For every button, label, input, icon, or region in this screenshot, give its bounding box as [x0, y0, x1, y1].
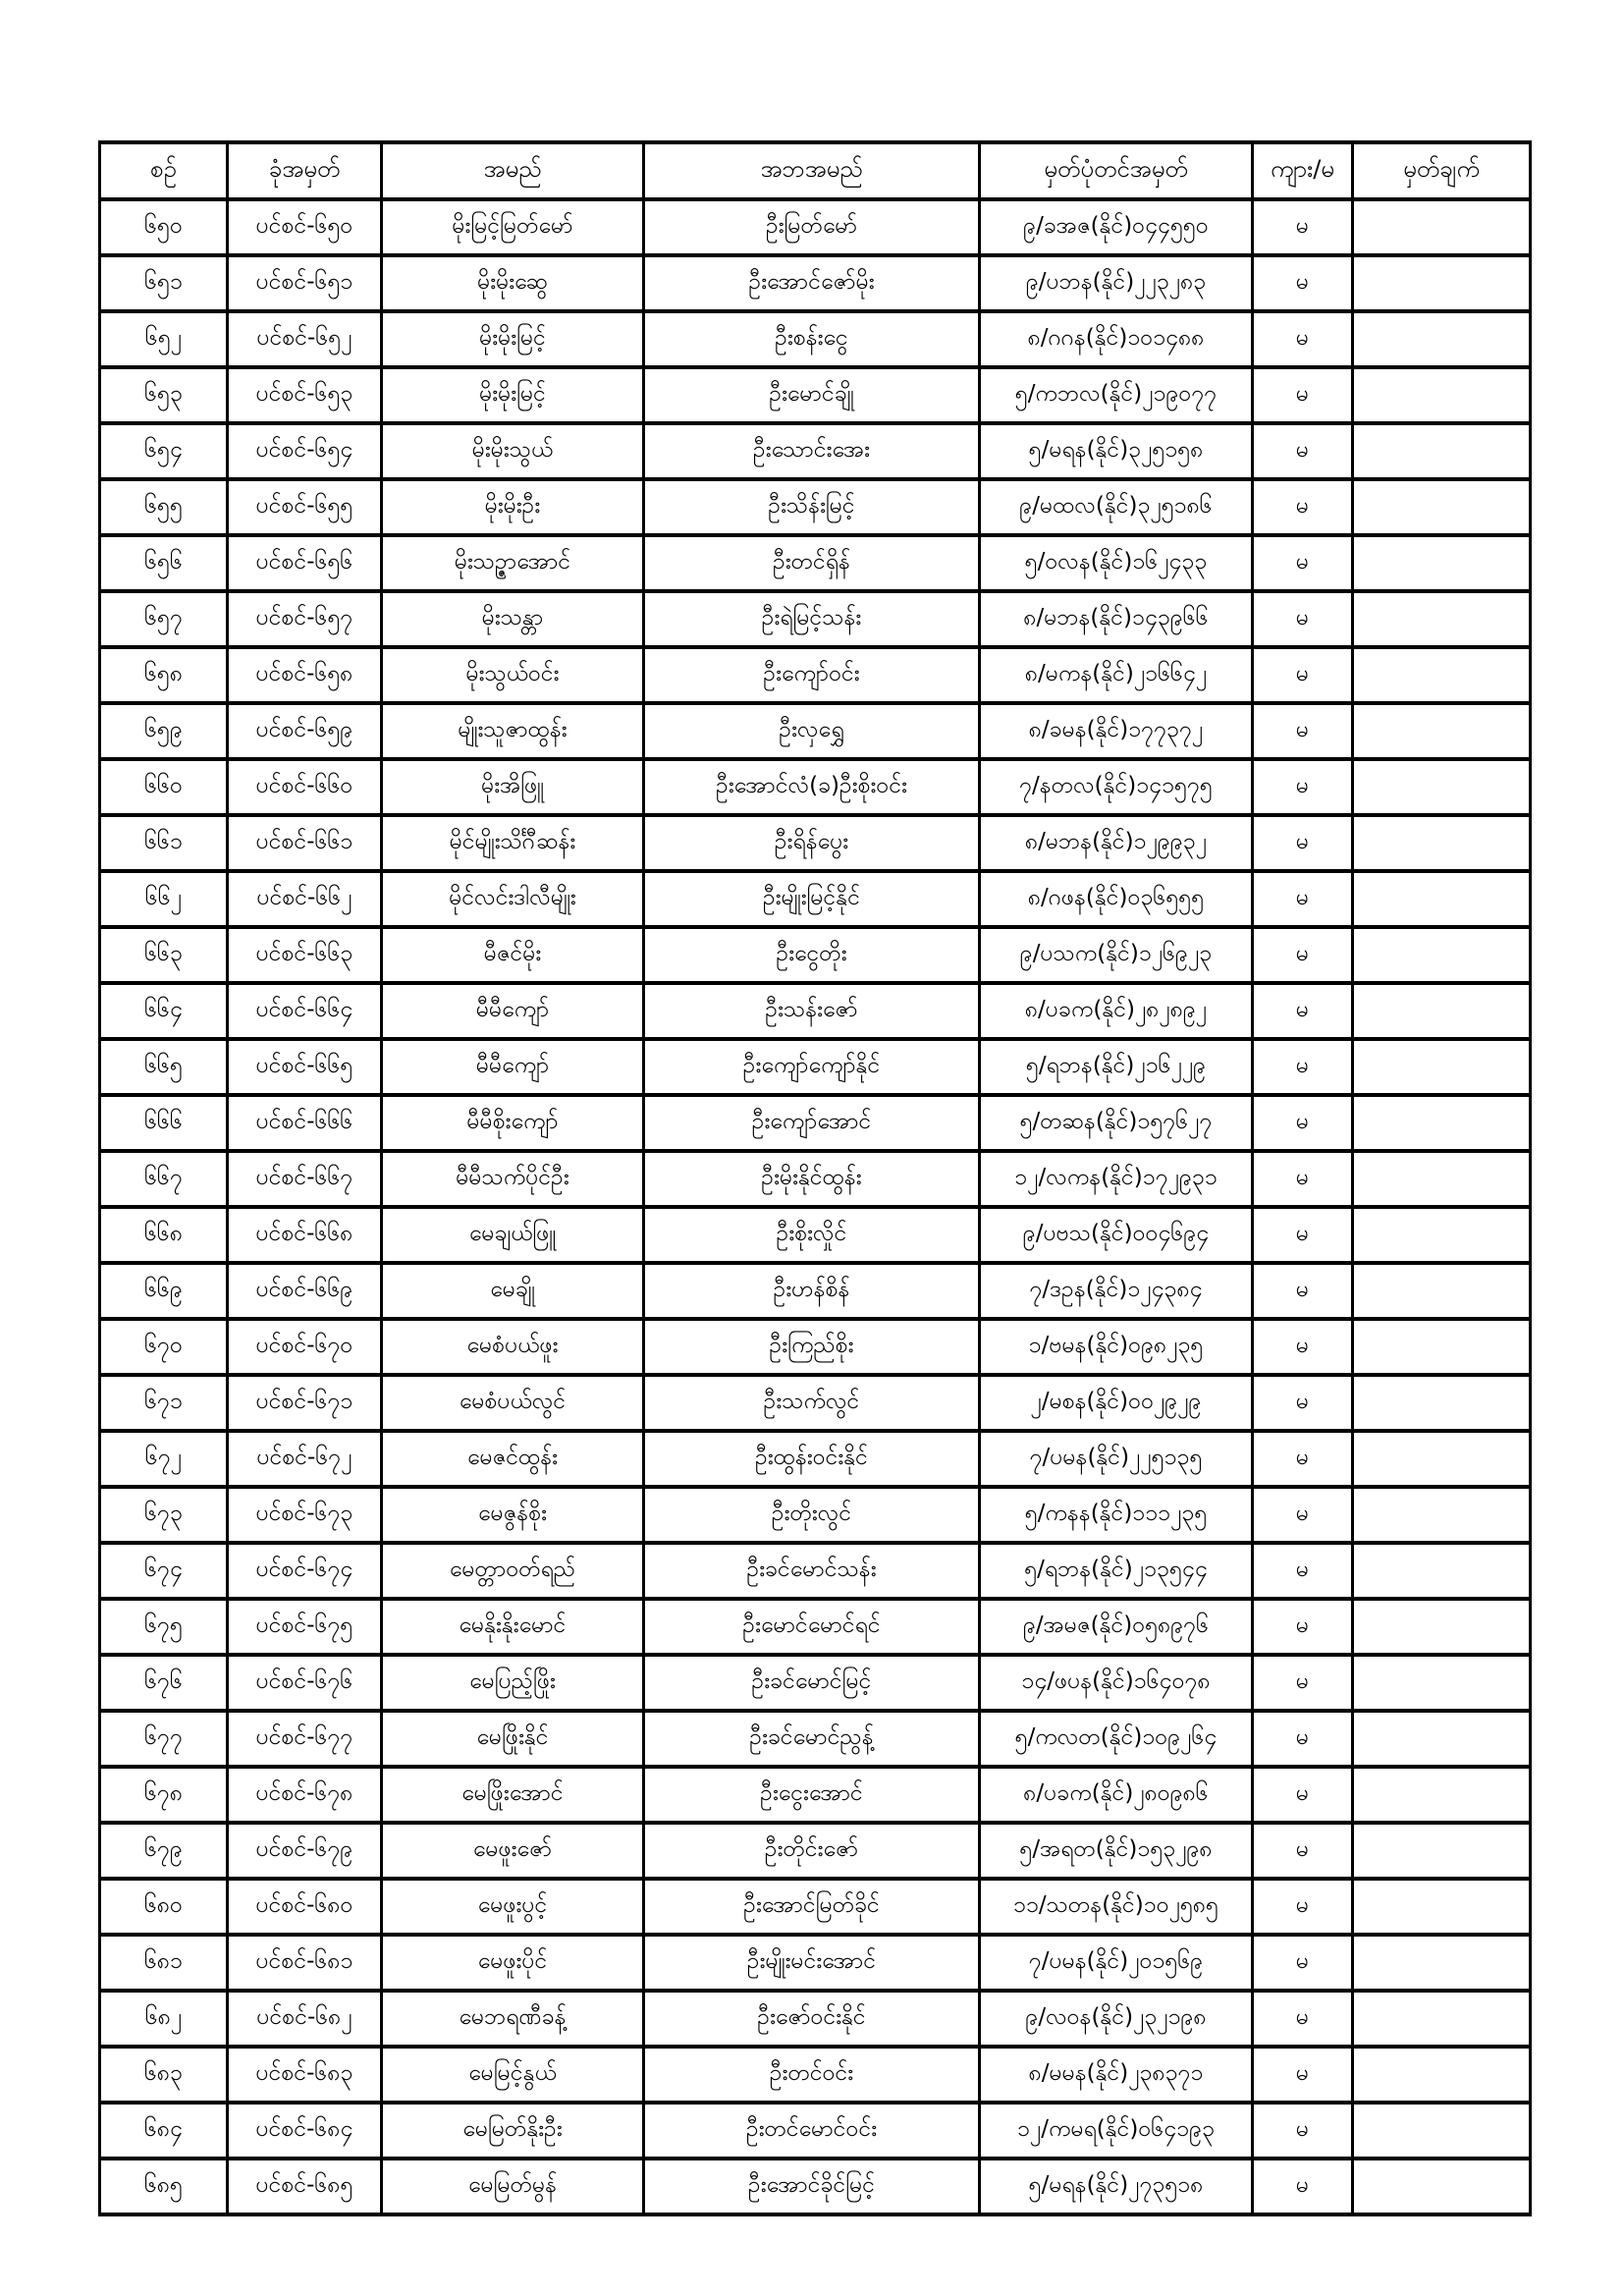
table-row: [100, 367, 1531, 423]
cell-name: မေဖူးပိုင်: [382, 1935, 644, 1991]
cell-nrc-number: ၈/ဂဖန(နိုင်)၀၃၆၅၅၅: [980, 871, 1253, 927]
cell-serial: ၆၆၂: [100, 871, 228, 927]
cell-remark: [1353, 1655, 1531, 1711]
table-row: [100, 2159, 1531, 2214]
cell-gender: မ: [1253, 1487, 1353, 1543]
cell-father-name: ဦးမိုးနိုင်ထွန်း: [644, 1151, 980, 1207]
cell-nrc-number: ၅/ကလတ(နိုင်)၁၀၉၂၆၄: [980, 1711, 1253, 1767]
table-row: [100, 1431, 1531, 1487]
cell-serial: ၆၈၁: [100, 1935, 228, 1991]
cell-remark: [1353, 1991, 1531, 2047]
cell-serial: ၆၅၀: [100, 199, 228, 255]
cell-nrc-number: ၅/ကဘလ(နိုင်)၂၁၉၀၇၇: [980, 367, 1253, 423]
cell-remark: [1353, 703, 1531, 759]
cell-roll-number: ပင်စင်-၆၇၃: [228, 1487, 382, 1543]
cell-gender: မ: [1253, 759, 1353, 815]
cell-roll-number: ပင်စင်-၆၅၉: [228, 703, 382, 759]
cell-roll-number: ပင်စင်-၆၅၂: [228, 311, 382, 367]
cell-name: မီမီစိုးကျော်: [382, 1095, 644, 1151]
cell-father-name: ဦးရဲမြင့်သန်း: [644, 591, 980, 647]
cell-roll-number: ပင်စင်-၆၈၁: [228, 1935, 382, 1991]
cell-remark: [1353, 1431, 1531, 1487]
cell-serial: ၆၇၂: [100, 1431, 228, 1487]
cell-serial: ၆၇၁: [100, 1375, 228, 1431]
column-header-serial: စဉ်: [100, 142, 228, 199]
cell-name: မိုးမိုးမြင့်: [382, 367, 644, 423]
cell-gender: မ: [1253, 647, 1353, 703]
table-row: [100, 2103, 1531, 2159]
cell-father-name: ဦးသန်းဇော်: [644, 983, 980, 1039]
cell-father-name: ဦးသောင်းအေး: [644, 423, 980, 479]
header-row: [100, 142, 1531, 199]
table-row: [100, 1991, 1531, 2047]
cell-serial: ၆၆၈: [100, 1207, 228, 1263]
cell-remark: [1353, 1711, 1531, 1767]
table-row: [100, 1543, 1531, 1599]
cell-nrc-number: ၈/မဘန(နိုင်)၁၂၉၉၃၂: [980, 815, 1253, 871]
cell-gender: မ: [1253, 1767, 1353, 1823]
table-row: [100, 871, 1531, 927]
cell-name: မေဖူးဇော်: [382, 1823, 644, 1879]
cell-remark: [1353, 1319, 1531, 1375]
cell-father-name: ဦးအောင်လံ(ခ)ဦးစိုးဝင်း: [644, 759, 980, 815]
cell-gender: မ: [1253, 815, 1353, 871]
cell-father-name: ဦးကျော်ကျော်နိုင်: [644, 1039, 980, 1095]
table-row: [100, 1375, 1531, 1431]
table-row: [100, 199, 1531, 255]
cell-roll-number: ပင်စင်-၆၈၀: [228, 1879, 382, 1935]
table-row: [100, 1263, 1531, 1319]
cell-remark: [1353, 479, 1531, 535]
cell-remark: [1353, 2103, 1531, 2159]
cell-name: မေဖူးပွင့်: [382, 1879, 644, 1935]
cell-roll-number: ပင်စင်-၆၆၀: [228, 759, 382, 815]
cell-roll-number: ပင်စင်-၆၆၅: [228, 1039, 382, 1095]
cell-roll-number: ပင်စင်-၆၅၁: [228, 255, 382, 311]
cell-gender: မ: [1253, 2047, 1353, 2103]
column-header-nrc-number: မှတ်ပုံတင်အမှတ်: [980, 142, 1253, 199]
cell-roll-number: ပင်စင်-၆၇၁: [228, 1375, 382, 1431]
table-row: [100, 1879, 1531, 1935]
cell-roll-number: ပင်စင်-၆၇၈: [228, 1767, 382, 1823]
cell-roll-number: ပင်စင်-၆၅၆: [228, 535, 382, 591]
cell-father-name: ဦးလှရွှေ: [644, 703, 980, 759]
cell-serial: ၆၈၂: [100, 1991, 228, 2047]
cell-nrc-number: ၁၂/လကန(နိုင်)၁၇၂၉၃၁: [980, 1151, 1253, 1207]
cell-serial: ၆၇၄: [100, 1543, 228, 1599]
cell-remark: [1353, 1823, 1531, 1879]
cell-roll-number: ပင်စင်-၆၆၆: [228, 1095, 382, 1151]
table-row: [100, 1151, 1531, 1207]
cell-father-name: ဦးတိုင်းဇော်: [644, 1823, 980, 1879]
cell-remark: [1353, 2047, 1531, 2103]
table-row: [100, 1935, 1531, 1991]
cell-nrc-number: ၁၂/ကမရ(နိုင်)၀၆၄၁၉၃: [980, 2103, 1253, 2159]
cell-father-name: ဦးကျော်အောင်: [644, 1095, 980, 1151]
cell-remark: [1353, 311, 1531, 367]
cell-remark: [1353, 1935, 1531, 1991]
cell-father-name: ဦးကြည်စိုး: [644, 1319, 980, 1375]
cell-remark: [1353, 1879, 1531, 1935]
cell-serial: ၆၆၉: [100, 1263, 228, 1319]
cell-roll-number: ပင်စင်-၆၆၁: [228, 815, 382, 871]
cell-serial: ၆၈၅: [100, 2159, 228, 2214]
table-row: [100, 1487, 1531, 1543]
cell-nrc-number: ၁၁/သတန(နိုင်)၁၀၂၅၈၅: [980, 1879, 1253, 1935]
cell-gender: မ: [1253, 1543, 1353, 1599]
table-row: [100, 479, 1531, 535]
cell-father-name: ဦးစန်းငွေ: [644, 311, 980, 367]
cell-gender: မ: [1253, 1879, 1353, 1935]
column-header-gender: ကျား/မ: [1253, 142, 1353, 199]
cell-name: မေပြည့်ဖြိုး: [382, 1655, 644, 1711]
cell-name: မိုးမိုးဆွေ: [382, 255, 644, 311]
cell-name: မိုးသဉ္ဇာအောင်: [382, 535, 644, 591]
cell-serial: ၆၆၄: [100, 983, 228, 1039]
table-row: [100, 983, 1531, 1039]
cell-father-name: ဦးအောင်ခိုင်မြင့်: [644, 2159, 980, 2214]
cell-serial: ၆၆၇: [100, 1151, 228, 1207]
cell-remark: [1353, 199, 1531, 255]
cell-roll-number: ပင်စင်-၆၇၂: [228, 1431, 382, 1487]
cell-remark: [1353, 1767, 1531, 1823]
cell-remark: [1353, 255, 1531, 311]
cell-name: မေချို: [382, 1263, 644, 1319]
cell-gender: မ: [1253, 703, 1353, 759]
cell-roll-number: ပင်စင်-၆၆၉: [228, 1263, 382, 1319]
column-header-roll-number: ခုံအမှတ်: [228, 142, 382, 199]
cell-nrc-number: ၉/ခအဇ(နိုင်)၀၄၄၅၅၀: [980, 199, 1253, 255]
cell-remark: [1353, 927, 1531, 983]
cell-name: မီမီကျော်: [382, 1039, 644, 1095]
cell-gender: မ: [1253, 1375, 1353, 1431]
cell-serial: ၆၈၀: [100, 1879, 228, 1935]
cell-gender: မ: [1253, 1935, 1353, 1991]
cell-roll-number: ပင်စင်-၆၆၇: [228, 1151, 382, 1207]
cell-nrc-number: ၉/အမဇ(နိုင်)၀၅၈၉၇၆: [980, 1599, 1253, 1655]
cell-father-name: ဦးငွေတိုး: [644, 927, 980, 983]
cell-gender: မ: [1253, 1599, 1353, 1655]
cell-remark: [1353, 2159, 1531, 2214]
cell-gender: မ: [1253, 927, 1353, 983]
cell-father-name: ဦးထွန်းဝင်းနိုင်: [644, 1431, 980, 1487]
cell-father-name: ဦးရိန်ပွေး: [644, 815, 980, 871]
cell-name: မိုးမိုးမြင့်: [382, 311, 644, 367]
cell-serial: ၆၆၆: [100, 1095, 228, 1151]
table-row: [100, 2047, 1531, 2103]
cell-nrc-number: ၈/ဂဂန(နိုင်)၁၀၁၄၈၈: [980, 311, 1253, 367]
cell-name: မိုင်မျိုးသိင်္ဂီဆန်း: [382, 815, 644, 871]
cell-gender: မ: [1253, 199, 1353, 255]
cell-remark: [1353, 1095, 1531, 1151]
table-body: [100, 199, 1531, 2214]
cell-serial: ၆၇၈: [100, 1767, 228, 1823]
cell-remark: [1353, 423, 1531, 479]
table-row: [100, 1711, 1531, 1767]
cell-roll-number: ပင်စင်-၆၇၀: [228, 1319, 382, 1375]
cell-remark: [1353, 871, 1531, 927]
cell-remark: [1353, 647, 1531, 703]
cell-nrc-number: ၈/ပခက(နိုင်)၂၈၂၈၉၂: [980, 983, 1253, 1039]
cell-roll-number: ပင်စင်-၆၈၄: [228, 2103, 382, 2159]
cell-serial: ၆၅၆: [100, 535, 228, 591]
cell-gender: မ: [1253, 1263, 1353, 1319]
cell-remark: [1353, 1207, 1531, 1263]
table-row: [100, 423, 1531, 479]
cell-name: မေဘရဏီခန့်: [382, 1991, 644, 2047]
cell-serial: ၆၇၉: [100, 1823, 228, 1879]
cell-nrc-number: ၅/ကနန(နိုင်)၁၁၁၂၃၅: [980, 1487, 1253, 1543]
cell-serial: ၆၇၃: [100, 1487, 228, 1543]
cell-name: မေစံပယ်ဖူး: [382, 1319, 644, 1375]
cell-serial: ၆၅၂: [100, 311, 228, 367]
cell-remark: [1353, 1543, 1531, 1599]
cell-nrc-number: ၇/ပမန(နိုင်)၂၀၁၅၆၉: [980, 1935, 1253, 1991]
cell-remark: [1353, 1487, 1531, 1543]
cell-roll-number: ပင်စင်-၆၅၃: [228, 367, 382, 423]
cell-gender: မ: [1253, 367, 1353, 423]
cell-roll-number: ပင်စင်-၆၅၇: [228, 591, 382, 647]
cell-name: မိုးသွယ်ဝင်း: [382, 647, 644, 703]
cell-serial: ၆၅၃: [100, 367, 228, 423]
cell-serial: ၆၇၀: [100, 1319, 228, 1375]
cell-name: မေဇင်ထွန်း: [382, 1431, 644, 1487]
cell-gender: မ: [1253, 479, 1353, 535]
cell-name: မီဇင်မိုး: [382, 927, 644, 983]
cell-name: မေနိုးနိုးမောင်: [382, 1599, 644, 1655]
cell-gender: မ: [1253, 1431, 1353, 1487]
cell-name: မိုင်လင်းဒါလီမျိုး: [382, 871, 644, 927]
cell-nrc-number: ၈/မမန(နိုင်)၂၃၈၃၇၁: [980, 2047, 1253, 2103]
table-row: [100, 1207, 1531, 1263]
cell-name: မေဖြိုးနိုင်: [382, 1711, 644, 1767]
cell-father-name: ဦးမျိုးမြင့်နိုင်: [644, 871, 980, 927]
cell-gender: မ: [1253, 1655, 1353, 1711]
cell-nrc-number: ၅/ရဘန(နိုင်)၂၁၆၂၂၉: [980, 1039, 1253, 1095]
cell-name: မေချယ်ဖြူ: [382, 1207, 644, 1263]
cell-nrc-number: ၈/ခမန(နိုင်)၁၇၇၃၇၂: [980, 703, 1253, 759]
cell-nrc-number: ၁၄/ဖပန(နိုင်)၁၆၄၀၇၈: [980, 1655, 1253, 1711]
cell-father-name: ဦးမြတ်မော်: [644, 199, 980, 255]
cell-remark: [1353, 1039, 1531, 1095]
cell-name: မေတ္တာဝတ်ရည်: [382, 1543, 644, 1599]
cell-serial: ၆၆၁: [100, 815, 228, 871]
cell-serial: ၆၅၈: [100, 647, 228, 703]
cell-serial: ၆၅၅: [100, 479, 228, 535]
table-row: [100, 535, 1531, 591]
cell-serial: ၆၆၅: [100, 1039, 228, 1095]
cell-gender: မ: [1253, 1207, 1353, 1263]
cell-nrc-number: ၅/မရန(နိုင်)၂၇၃၅၁၈: [980, 2159, 1253, 2214]
cell-father-name: ဦးငွေးအောင်: [644, 1767, 980, 1823]
cell-father-name: ဦးခင်မောင်မြင့်: [644, 1655, 980, 1711]
table-row: [100, 311, 1531, 367]
cell-name: မီမီသက်ပိုင်ဦး: [382, 1151, 644, 1207]
cell-father-name: ဦးတင်ရှိန်: [644, 535, 980, 591]
cell-father-name: ဦးတိုးလွင်: [644, 1487, 980, 1543]
cell-name: မေဖြိုးအောင်: [382, 1767, 644, 1823]
cell-nrc-number: ၈/မဘန(နိုင်)၁၄၃၉၆၆: [980, 591, 1253, 647]
cell-gender: မ: [1253, 2103, 1353, 2159]
cell-serial: ၆၅၇: [100, 591, 228, 647]
cell-name: မိုးအိဖြူ: [382, 759, 644, 815]
cell-father-name: ဦးတင်ဝင်း: [644, 2047, 980, 2103]
cell-remark: [1353, 983, 1531, 1039]
cell-name: မိုးမိုးဦး: [382, 479, 644, 535]
cell-name: မေစံပယ်လွင်: [382, 1375, 644, 1431]
cell-serial: ၆၈၄: [100, 2103, 228, 2159]
cell-remark: [1353, 1151, 1531, 1207]
cell-nrc-number: ၂/မစန(နိုင်)၀၀၂၉၂၉: [980, 1375, 1253, 1431]
cell-father-name: ဦးဟန်စိန်: [644, 1263, 980, 1319]
cell-father-name: ဦးတင်မောင်ဝင်း: [644, 2103, 980, 2159]
cell-father-name: ဦးခင်မောင်ညွန့်: [644, 1711, 980, 1767]
cell-father-name: ဦးမျိုးမင်းအောင်: [644, 1935, 980, 1991]
cell-father-name: ဦးခင်မောင်သန်း: [644, 1543, 980, 1599]
cell-remark: [1353, 535, 1531, 591]
cell-gender: မ: [1253, 591, 1353, 647]
column-header-remark: မှတ်ချက်: [1353, 142, 1531, 199]
cell-gender: မ: [1253, 535, 1353, 591]
table-row: [100, 1823, 1531, 1879]
cell-serial: ၆၅၉: [100, 703, 228, 759]
cell-gender: မ: [1253, 1711, 1353, 1767]
table-row: [100, 703, 1531, 759]
cell-gender: မ: [1253, 1095, 1353, 1151]
cell-remark: [1353, 1599, 1531, 1655]
cell-roll-number: ပင်စင်-၆၇၅: [228, 1599, 382, 1655]
cell-nrc-number: ၇/နတလ(နိုင်)၁၄၁၅၇၅: [980, 759, 1253, 815]
cell-nrc-number: ၅/တဆန(နိုင်)၁၅၇၆၂၇: [980, 1095, 1253, 1151]
cell-remark: [1353, 759, 1531, 815]
cell-roll-number: ပင်စင်-၆၇၆: [228, 1655, 382, 1711]
table-row: [100, 1655, 1531, 1711]
table-row: [100, 759, 1531, 815]
cell-roll-number: ပင်စင်-၆၅၄: [228, 423, 382, 479]
cell-nrc-number: ၉/မထလ(နိုင်)၃၂၅၁၈၆: [980, 479, 1253, 535]
cell-nrc-number: ၅/ရဘန(နိုင်)၂၁၃၅၄၄: [980, 1543, 1253, 1599]
cell-serial: ၆၇၆: [100, 1655, 228, 1711]
table-row: [100, 815, 1531, 871]
cell-name: မိုးသန္တာ: [382, 591, 644, 647]
table-row: [100, 1095, 1531, 1151]
cell-roll-number: ပင်စင်-၆၇၇: [228, 1711, 382, 1767]
cell-nrc-number: ၉/ပဗသ(နိုင်)၀၀၄၆၉၄: [980, 1207, 1253, 1263]
cell-name: မီမီကျော်: [382, 983, 644, 1039]
table-row: [100, 1599, 1531, 1655]
table-row: [100, 591, 1531, 647]
cell-name: မေဇွန်စိုး: [382, 1487, 644, 1543]
column-header-father-name: အဘအမည်: [644, 142, 980, 199]
cell-serial: ၆၆၀: [100, 759, 228, 815]
cell-roll-number: ပင်စင်-၆၈၅: [228, 2159, 382, 2214]
cell-gender: မ: [1253, 423, 1353, 479]
table-row: [100, 1039, 1531, 1095]
cell-roll-number: ပင်စင်-၆၈၂: [228, 1991, 382, 2047]
cell-remark: [1353, 367, 1531, 423]
cell-roll-number: ပင်စင်-၆၆၄: [228, 983, 382, 1039]
cell-gender: မ: [1253, 1151, 1353, 1207]
cell-name: မျိုးသူဇာထွန်း: [382, 703, 644, 759]
cell-name: မိုးမြင့်မြတ်မော်: [382, 199, 644, 255]
cell-roll-number: ပင်စင်-၆၆၂: [228, 871, 382, 927]
cell-gender: မ: [1253, 871, 1353, 927]
cell-nrc-number: ၅/ဝလန(နိုင်)၁၆၂၄၃၃: [980, 535, 1253, 591]
cell-remark: [1353, 591, 1531, 647]
table-row: [100, 255, 1531, 311]
cell-serial: ၆၅၁: [100, 255, 228, 311]
cell-roll-number: ပင်စင်-၆၅၈: [228, 647, 382, 703]
cell-name: မေမြတ်နိုးဦး: [382, 2103, 644, 2159]
cell-nrc-number: ၈/ပခက(နိုင်)၂၈၀၉၈၆: [980, 1767, 1253, 1823]
cell-gender: မ: [1253, 1319, 1353, 1375]
table-row: [100, 1319, 1531, 1375]
table-row: [100, 647, 1531, 703]
cell-roll-number: ပင်စင်-၆၆၈: [228, 1207, 382, 1263]
table-row: [100, 927, 1531, 983]
cell-father-name: ဦးကျော်ဝင်း: [644, 647, 980, 703]
cell-father-name: ဦးသိန်းမြင့်: [644, 479, 980, 535]
cell-nrc-number: ၇/ပမန(နိုင်)၂၂၅၁၃၅: [980, 1431, 1253, 1487]
cell-roll-number: ပင်စင်-၆၇၄: [228, 1543, 382, 1599]
cell-nrc-number: ၈/မကန(နိုင်)၂၁၆၆၄၂: [980, 647, 1253, 703]
cell-remark: [1353, 815, 1531, 871]
cell-gender: မ: [1253, 983, 1353, 1039]
cell-roll-number: ပင်စင်-၆၅၀: [228, 199, 382, 255]
cell-roll-number: ပင်စင်-၆၆၃: [228, 927, 382, 983]
cell-roll-number: ပင်စင်-၆၈၃: [228, 2047, 382, 2103]
cell-nrc-number: ၉/ပဘန(နိုင်)၂၂၃၂၈၃: [980, 255, 1253, 311]
cell-name: မိုးမိုးသွယ်: [382, 423, 644, 479]
cell-nrc-number: ၇/ဒဥန(နိုင်)၁၂၄၃၈၄: [980, 1263, 1253, 1319]
pension-roster-table: [98, 140, 1532, 2216]
cell-roll-number: ပင်စင်-၆၅၅: [228, 479, 382, 535]
cell-nrc-number: ၅/အရတ(နိုင်)၁၅၃၂၉၈: [980, 1823, 1253, 1879]
cell-nrc-number: ၁/ဗမန(နိုင်)၀၉၈၂၃၅: [980, 1319, 1253, 1375]
cell-father-name: ဦးအောင်ဇော်မိုး: [644, 255, 980, 311]
cell-name: မေမြတ်မွန်: [382, 2159, 644, 2214]
cell-gender: မ: [1253, 1039, 1353, 1095]
cell-gender: မ: [1253, 255, 1353, 311]
cell-remark: [1353, 1263, 1531, 1319]
cell-nrc-number: ၅/မရန(နိုင်)၃၂၅၁၅၈: [980, 423, 1253, 479]
column-header-name: အမည်: [382, 142, 644, 199]
cell-father-name: ဦးမောင်မောင်ရင်: [644, 1599, 980, 1655]
cell-nrc-number: ၉/ပသက(နိုင်)၁၂၆၉၂၃: [980, 927, 1253, 983]
cell-gender: မ: [1253, 2159, 1353, 2214]
cell-serial: ၆၈၃: [100, 2047, 228, 2103]
cell-gender: မ: [1253, 1823, 1353, 1879]
cell-father-name: ဦးဇော်ဝင်းနိုင်: [644, 1991, 980, 2047]
cell-father-name: ဦးစိုးလှိုင်: [644, 1207, 980, 1263]
cell-serial: ၆၆၃: [100, 927, 228, 983]
cell-name: မေမြင့်နွယ်: [382, 2047, 644, 2103]
cell-nrc-number: ၉/လဝန(နိုင်)၂၃၂၁၉၈: [980, 1991, 1253, 2047]
cell-serial: ၆၅၄: [100, 423, 228, 479]
cell-roll-number: ပင်စင်-၆၇၉: [228, 1823, 382, 1879]
cell-remark: [1353, 1375, 1531, 1431]
cell-serial: ၆၇၅: [100, 1599, 228, 1655]
table-row: [100, 1767, 1531, 1823]
cell-father-name: ဦးမောင်ချို: [644, 367, 980, 423]
cell-gender: မ: [1253, 1991, 1353, 2047]
cell-father-name: ဦးအောင်မြတ်ခိုင်: [644, 1879, 980, 1935]
cell-gender: မ: [1253, 311, 1353, 367]
cell-serial: ၆၇၇: [100, 1711, 228, 1767]
cell-father-name: ဦးသက်လွင်: [644, 1375, 980, 1431]
